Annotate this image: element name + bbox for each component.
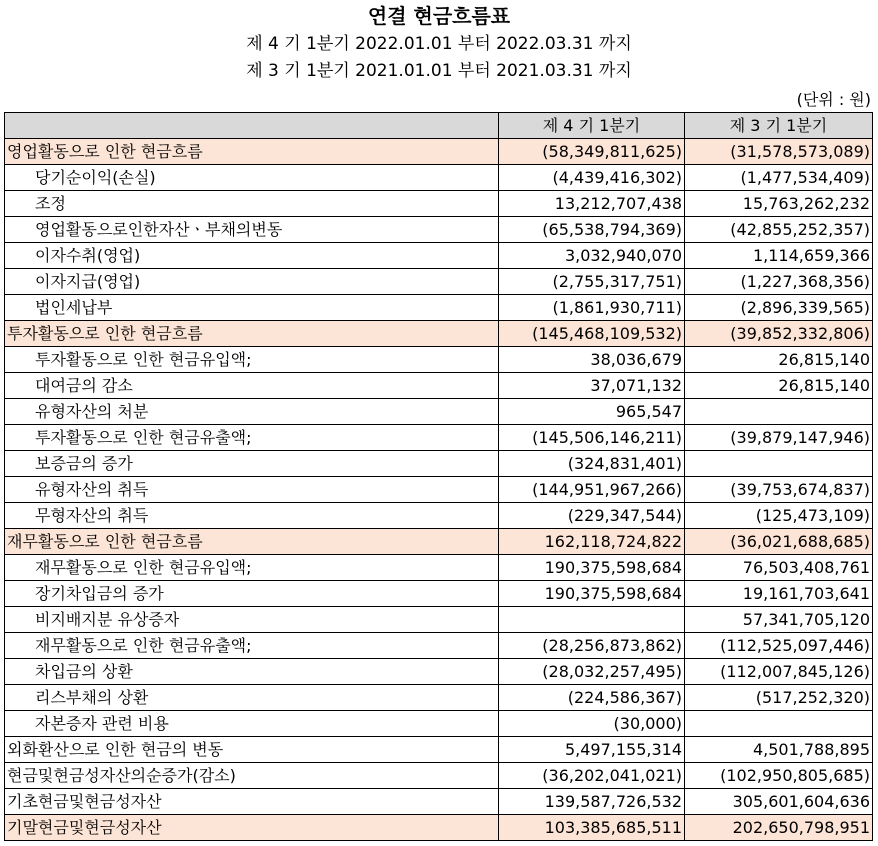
- prior-period-value: (102,950,805,685): [685, 763, 873, 789]
- prior-period-value: 26,815,140: [685, 347, 873, 373]
- current-period-value: 13,212,707,438: [499, 191, 685, 217]
- header-label-cell: [5, 113, 499, 139]
- cash-flow-table: [4, 112, 873, 841]
- prior-period-value: 19,161,703,641: [685, 581, 873, 607]
- table-body: [5, 139, 873, 841]
- row-label: 리스부채의 상환: [5, 685, 499, 711]
- prior-period-value: (39,879,147,946): [685, 425, 873, 451]
- row-label: 재무활동으로 인한 현금유입액;: [5, 555, 499, 581]
- header-prior-period: 제 3 기 1분기: [685, 113, 873, 139]
- table-row: [5, 711, 873, 737]
- row-label: 무형자산의 취득: [5, 503, 499, 529]
- prior-period-value: (39,852,332,806): [685, 321, 873, 347]
- current-period-value: (28,256,873,862): [499, 633, 685, 659]
- table-row: [5, 685, 873, 711]
- row-label: 비지배지분 유상증자: [5, 607, 499, 633]
- current-period-value: (145,506,146,211): [499, 425, 685, 451]
- table-row: [5, 737, 873, 763]
- current-period-value: (4,439,416,302): [499, 165, 685, 191]
- table-row: [5, 477, 873, 503]
- table-row: [5, 789, 873, 815]
- table-row: [5, 269, 873, 295]
- row-label: 장기차입금의 증가: [5, 581, 499, 607]
- row-label: 현금및현금성자산의순증가(감소): [5, 763, 499, 789]
- table-row: [5, 529, 873, 555]
- table-row: [5, 555, 873, 581]
- row-label: 기말현금및현금성자산: [5, 815, 499, 841]
- prior-period-value: 202,650,798,951: [685, 815, 873, 841]
- prior-period-value: (39,753,674,837): [685, 477, 873, 503]
- table-row: [5, 451, 873, 477]
- current-period: 제 4 기 1분기 2022.01.01 부터 2022.03.31 까지: [246, 34, 632, 54]
- current-period-value: (2,755,317,751): [499, 269, 685, 295]
- current-period-value: 5,497,155,314: [499, 737, 685, 763]
- table-row: [5, 165, 873, 191]
- current-period-value: 3,032,940,070: [499, 243, 685, 269]
- prior-period-value: 4,501,788,895: [685, 737, 873, 763]
- prior-period-value: [685, 451, 873, 477]
- table-row: [5, 243, 873, 269]
- table-row: [5, 399, 873, 425]
- prior-period-value: 15,763,262,232: [685, 191, 873, 217]
- row-label: 투자활동으로 인한 현금유입액;: [5, 347, 499, 373]
- row-label: 대여금의 감소: [5, 373, 499, 399]
- table-row: [5, 607, 873, 633]
- row-label: 자본증자 관련 비용: [5, 711, 499, 737]
- row-label: 유형자산의 취득: [5, 477, 499, 503]
- row-label: 유형자산의 처분: [5, 399, 499, 425]
- current-period-value: (145,468,109,532): [499, 321, 685, 347]
- row-label: 기초현금및현금성자산: [5, 789, 499, 815]
- table-row: [5, 633, 873, 659]
- current-period-value: (28,032,257,495): [499, 659, 685, 685]
- table-row: [5, 373, 873, 399]
- prior-period-value: 76,503,408,761: [685, 555, 873, 581]
- prior-period-value: (517,252,320): [685, 685, 873, 711]
- row-label: 당기순이익(손실): [5, 165, 499, 191]
- prior-period: 제 3 기 1분기 2021.01.01 부터 2021.03.31 까지: [246, 61, 632, 81]
- row-label: 재무활동으로 인한 현금흐름: [5, 529, 499, 555]
- prior-period-value: (36,021,688,685): [685, 529, 873, 555]
- current-period-value: (324,831,401): [499, 451, 685, 477]
- unit-label: (단위 : 원): [796, 90, 871, 109]
- prior-period-value: 26,815,140: [685, 373, 873, 399]
- prior-period-value: (1,477,534,409): [685, 165, 873, 191]
- row-label: 이자수취(영업): [5, 243, 499, 269]
- prior-period-value: 1,114,659,366: [685, 243, 873, 269]
- current-period-value: [499, 607, 685, 633]
- current-period-value: (36,202,041,021): [499, 763, 685, 789]
- row-label: 외화환산으로 인한 현금의 변동: [5, 737, 499, 763]
- current-period-value: (65,538,794,369): [499, 217, 685, 243]
- current-period-value: (58,349,811,625): [499, 139, 685, 165]
- row-label: 영업활동으로 인한 현금흐름: [5, 139, 499, 165]
- table-row: [5, 815, 873, 841]
- prior-period-value: [685, 711, 873, 737]
- prior-period-value: 305,601,604,636: [685, 789, 873, 815]
- prior-period-value: 57,341,705,120: [685, 607, 873, 633]
- statement-title: 연결 현금흐름표: [367, 4, 511, 28]
- current-period-value: 37,071,132: [499, 373, 685, 399]
- table-row: [5, 581, 873, 607]
- row-label: 재무활동으로 인한 현금유출액;: [5, 633, 499, 659]
- table-row: [5, 321, 873, 347]
- row-label: 보증금의 증가: [5, 451, 499, 477]
- prior-period-value: (42,855,252,357): [685, 217, 873, 243]
- current-period-value: 965,547: [499, 399, 685, 425]
- row-label: 차입금의 상환: [5, 659, 499, 685]
- prior-period-value: (125,473,109): [685, 503, 873, 529]
- current-period-value: 103,385,685,511: [499, 815, 685, 841]
- prior-period-value: (2,896,339,565): [685, 295, 873, 321]
- current-period-value: (224,586,367): [499, 685, 685, 711]
- table-row: [5, 503, 873, 529]
- row-label: 이자지급(영업): [5, 269, 499, 295]
- row-label: 영업활동으로인한자산ㆍ부채의변동: [5, 217, 499, 243]
- current-period-value: (30,000): [499, 711, 685, 737]
- table-row: [5, 347, 873, 373]
- header-current-period: 제 4 기 1분기: [499, 113, 685, 139]
- current-period-value: (1,861,930,711): [499, 295, 685, 321]
- current-period-value: 162,118,724,822: [499, 529, 685, 555]
- current-period-value: (229,347,544): [499, 503, 685, 529]
- header-row: [5, 113, 873, 139]
- table-row: [5, 139, 873, 165]
- table-row: [5, 659, 873, 685]
- table-row: [5, 295, 873, 321]
- table-row: [5, 217, 873, 243]
- prior-period-value: (1,227,368,356): [685, 269, 873, 295]
- current-period-value: 38,036,679: [499, 347, 685, 373]
- current-period-value: 190,375,598,684: [499, 581, 685, 607]
- current-period-value: 190,375,598,684: [499, 555, 685, 581]
- table-row: [5, 425, 873, 451]
- table-row: [5, 763, 873, 789]
- row-label: 투자활동으로 인한 현금유출액;: [5, 425, 499, 451]
- current-period-value: 139,587,726,532: [499, 789, 685, 815]
- prior-period-value: (112,007,845,126): [685, 659, 873, 685]
- row-label: 조정: [5, 191, 499, 217]
- current-period-value: (144,951,967,266): [499, 477, 685, 503]
- prior-period-value: (31,578,573,089): [685, 139, 873, 165]
- row-label: 법인세납부: [5, 295, 499, 321]
- row-label: 투자활동으로 인한 현금흐름: [5, 321, 499, 347]
- prior-period-value: (112,525,097,446): [685, 633, 873, 659]
- table-row: [5, 191, 873, 217]
- prior-period-value: [685, 399, 873, 425]
